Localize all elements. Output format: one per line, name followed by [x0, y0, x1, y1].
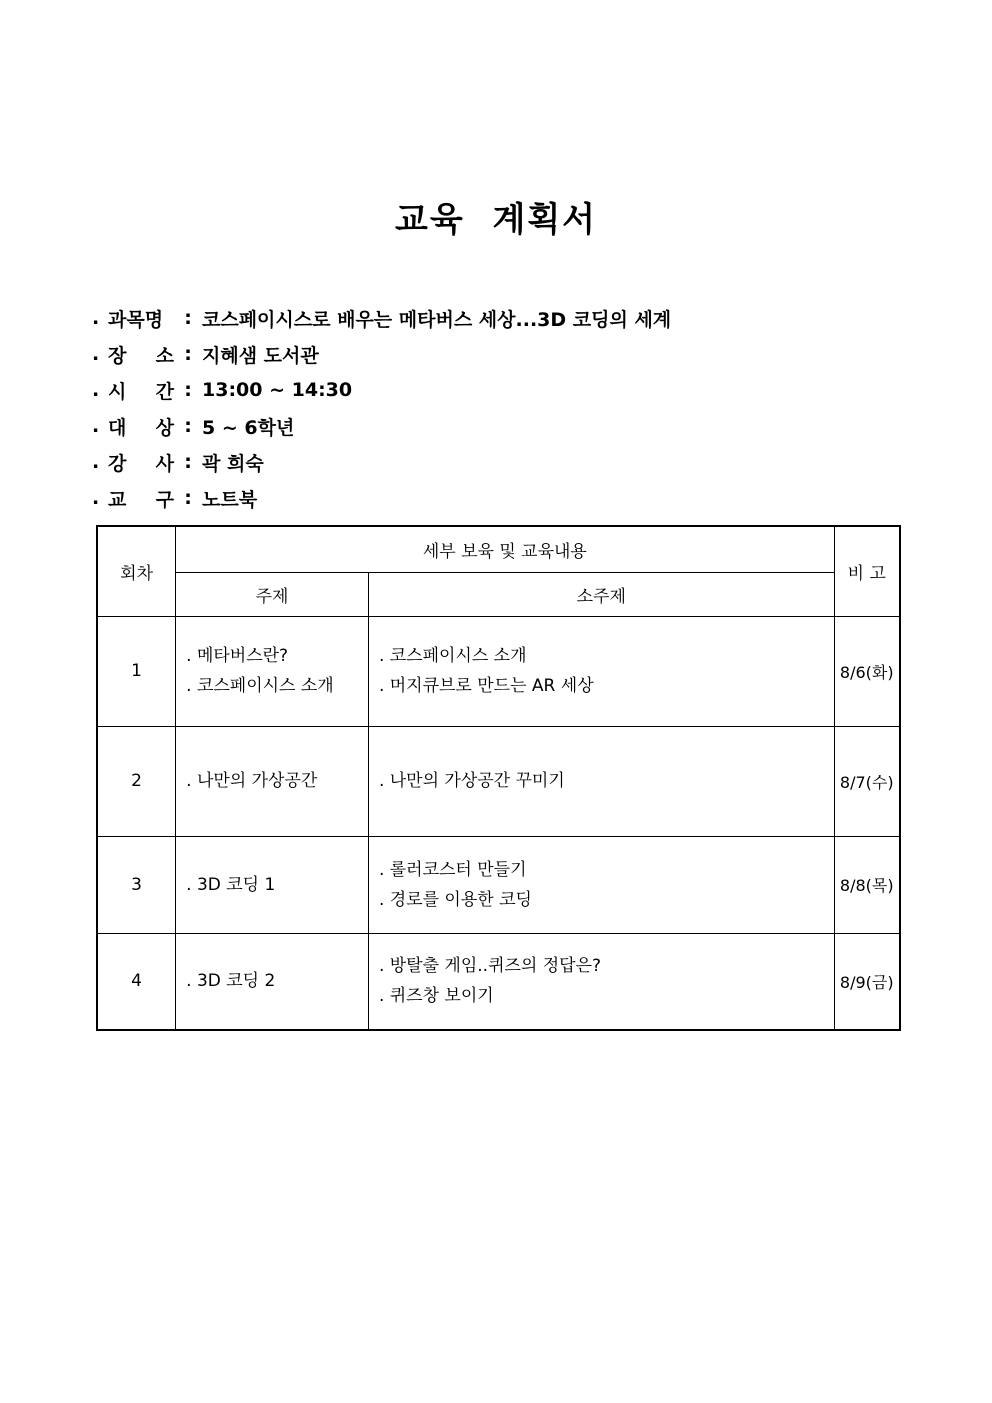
topic-cell: . 메타버스란? . 코스페이시스 소개 — [176, 616, 369, 726]
header-subtopic: 소주제 — [368, 572, 834, 616]
table-header-row — [97, 526, 900, 572]
note-cell: 8/8(목) — [834, 836, 900, 933]
info-value: 5 ~ 6학년 — [202, 416, 295, 439]
subtopic-cell: . 롤러코스터 만들기 . 경로를 이용한 코딩 — [368, 836, 834, 933]
table-row — [97, 836, 900, 933]
session-cell: 2 — [97, 726, 176, 836]
topic-cell: . 나만의 가상공간 — [176, 726, 369, 836]
info-row-materials: . 교 구 : 노트북 — [92, 480, 671, 516]
subtopic-cell: . 방탈출 게임..퀴즈의 정답은? . 퀴즈창 보이기 — [368, 933, 834, 1030]
subtopic-cell: . 코스페이시스 소개 . 머지큐브로 만드는 AR 세상 — [368, 616, 834, 726]
header-content: 세부 보육 및 교육내용 — [176, 526, 834, 572]
info-list — [92, 300, 671, 516]
info-row-subject: . 과목명 : 코스페이시스로 배우는 메타버스 세상...3D 코딩의 세계 — [92, 300, 671, 336]
subtopic-cell: . 나만의 가상공간 꾸미기 — [368, 726, 834, 836]
info-value: 곽 희숙 — [202, 452, 264, 475]
info-label: 대 상 — [108, 416, 174, 439]
topic-cell: . 3D 코딩 2 — [176, 933, 369, 1030]
topic-cell: . 3D 코딩 1 — [176, 836, 369, 933]
table-row — [97, 616, 900, 726]
info-value: 지혜샘 도서관 — [202, 344, 319, 367]
info-label: 교 구 — [108, 488, 174, 511]
note-cell: 8/9(금) — [834, 933, 900, 1030]
header-note: 비 고 — [834, 526, 900, 616]
session-cell: 3 — [97, 836, 176, 933]
header-session: 회차 — [97, 526, 176, 616]
table-subheader-row — [97, 572, 900, 616]
header-topic: 주제 — [176, 572, 369, 616]
info-value: 13:00 ~ 14:30 — [202, 379, 353, 401]
table-row — [97, 726, 900, 836]
session-cell: 1 — [97, 616, 176, 726]
info-value: 노트북 — [202, 488, 258, 511]
info-label: 강 사 — [108, 452, 174, 475]
info-label: 장 소 — [108, 344, 174, 367]
session-cell: 4 — [97, 933, 176, 1030]
note-cell: 8/6(화) — [834, 616, 900, 726]
info-value: 코스페이시스로 배우는 메타버스 세상...3D 코딩의 세계 — [202, 308, 672, 331]
info-label: 과목명 — [108, 308, 164, 331]
info-row-instructor: . 강 사 : 곽 희숙 — [92, 444, 671, 480]
info-row-target: . 대 상 : 5 ~ 6학년 — [92, 408, 671, 444]
info-row-place: . 장 소 : 지혜샘 도서관 — [92, 336, 671, 372]
education-plan-table — [96, 525, 901, 1031]
document-title: 교육 계획서 — [394, 200, 598, 240]
note-cell: 8/7(수) — [834, 726, 900, 836]
table-row — [97, 933, 900, 1030]
info-row-time: . 시 간 : 13:00 ~ 14:30 — [92, 372, 671, 408]
info-label: 시 간 — [108, 380, 174, 403]
